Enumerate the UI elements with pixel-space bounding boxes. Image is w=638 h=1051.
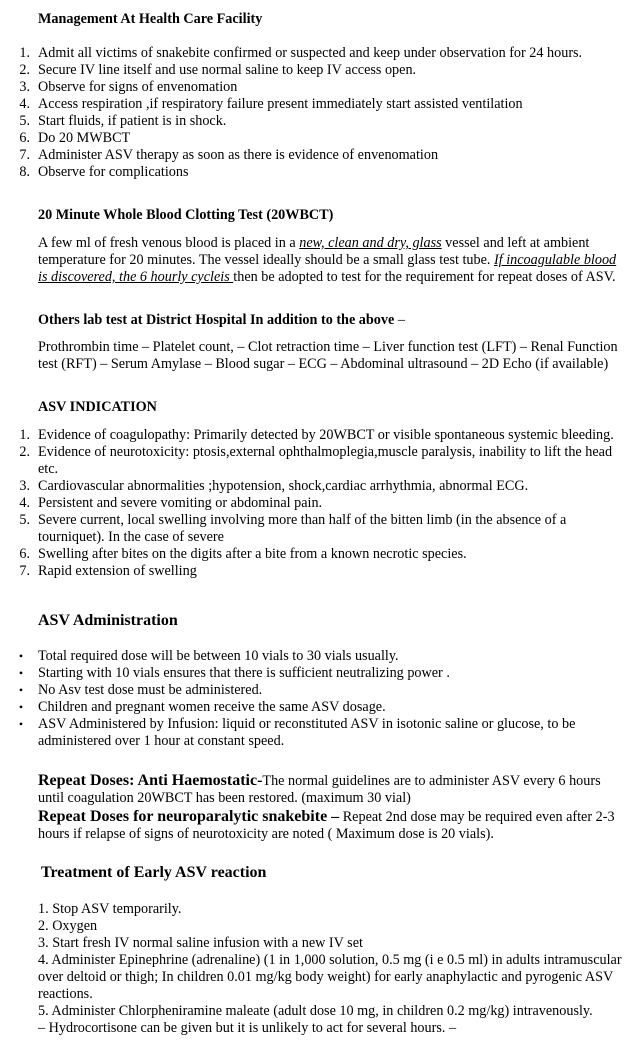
- list-item: 4. Access respiration ,if respiratory failure present immediately start assisted ventilation: [19, 96, 523, 112]
- labs-paragraph: Prothrombin time – Platelet count, – Clot retraction time – Liver function test (LFT) – Renal Function test (RFT) – Serum Amylase – Blood sugar – ECG – Abdominal ultrasound – 2D Echo (if available): [38, 339, 618, 372]
- bullet-icon: •: [18, 666, 24, 680]
- reaction-steps: [38, 901, 622, 1037]
- bullet-icon: •: [18, 700, 24, 714]
- list-item: 7. Administer ASV therapy as soon as there is evidence of envenomation: [19, 147, 439, 163]
- wbct-paragraph: A few ml of fresh venous blood is placed in a new, clean and dry, glass vessel and left at ambient temperature for 20 minutes. The vessel ideally should be a small glass test tube. If incoagulable blood is discovered, the 6 hourly cycleis then be adopted to test for the requirement for repeat doses of ASV.: [38, 235, 617, 285]
- bullet-icon: •: [18, 683, 24, 697]
- list-item: 2. Secure IV line itself and use normal saline to keep IV access open.: [19, 62, 417, 78]
- list-item: 1. Admit all victims of snakebite confirmed or suspected and keep under observation for 24 hours.: [19, 45, 583, 61]
- list-item: 6. Do 20 MWBCT: [19, 130, 131, 146]
- list-item: 8. Observe for complications: [19, 164, 189, 180]
- reaction-step: 1. Stop ASV temporarily.: [38, 901, 182, 917]
- list-item: • No Asv test dose must be administered.: [0, 682, 622, 699]
- list-item: • Starting with 10 vials ensures that there is sufficient neutralizing power .: [0, 665, 622, 682]
- repeat-anti-haemostatic: Repeat Doses: Anti Haemostatic-The normal guidelines are to administer ASV every 6 hours until coagulation 20WBCT has been restored. (maximum 30 vial): [38, 772, 601, 806]
- list-item: 5. Start fluids, if patient is in shock.: [19, 113, 227, 129]
- admin-list: [0, 648, 630, 750]
- indication-heading: ASV INDICATION: [38, 399, 157, 415]
- list-item: 3. Cardiovascular abnormalities ;hypotension, shock,cardiac arrhythmia, abnormal ECG.: [19, 478, 529, 494]
- indication-list: [0, 427, 630, 580]
- list-item: • Children and pregnant women receive the same ASV dosage.: [0, 699, 622, 716]
- list-item: 6. Swelling after bites on the digits after a bite from a known necrotic species.: [19, 546, 467, 562]
- list-item: 3. Observe for signs of envenomation: [19, 79, 238, 95]
- list-item: 5. Severe current, local swelling involving more than half of the bitten limb (in the absence of a tourniquet). In the case of severe: [19, 512, 567, 545]
- list-item: 7. Rapid extension of swelling: [19, 563, 197, 579]
- list-item: 4. Persistent and severe vomiting or abdominal pain.: [19, 495, 323, 511]
- reaction-step: 2. Oxygen: [38, 918, 98, 934]
- reaction-step: 5. Administer Chlorpheniramine maleate (adult dose 10 mg, in children 0.2 mg/kg) intravenously.: [38, 1003, 593, 1019]
- management-heading: Management At Health Care Facility: [38, 11, 263, 27]
- reaction-step: 4. Administer Epinephrine (adrenaline) (1 in 1,000 solution, 0.5 mg (i e 0.5 ml) in adults intramuscular over deltoid or thigh; In children 0.01 mg/kg body weight) for early anaphylactic and pyrogenic ASV reactions.: [38, 952, 622, 1002]
- list-item: 2. Evidence of neurotoxicity: ptosis,external ophthalmoplegia,muscle paralysis, inability to lift the head etc.: [19, 444, 613, 477]
- labs-heading: Others lab test at District Hospital In addition to the above –: [38, 312, 405, 328]
- reaction-step: 3. Start fresh IV normal saline infusion with a new IV set: [38, 935, 363, 951]
- list-item: 1. Evidence of coagulopathy: Primarily detected by 20WBCT or visible spontaneous systemic bleeding.: [19, 427, 614, 443]
- wbct-heading: 20 Minute Whole Blood Clotting Test (20WBCT): [38, 207, 334, 223]
- bullet-icon: •: [18, 717, 24, 731]
- list-item: • ASV Administered by Infusion: liquid or reconstituted ASV in isotonic saline or glucose, to be administered over 1 hour at constant speed.: [0, 716, 622, 750]
- admin-heading: ASV Administration: [38, 612, 178, 629]
- reaction-step: – Hydrocortisone can be given but it is unlikely to act for several hours. –: [38, 1020, 457, 1036]
- reaction-heading: Treatment of Early ASV reaction: [41, 864, 267, 881]
- repeat-neuroparalytic: Repeat Doses for neuroparalytic snakebite – Repeat 2nd dose may be required even after 2-3 hours if relapse of signs of neurotoxicity are noted ( Maximum dose is 20 vials).: [38, 808, 615, 842]
- list-item: • Total required dose will be between 10 vials to 30 vials usually.: [0, 648, 622, 665]
- management-list: [0, 45, 630, 181]
- bullet-icon: •: [18, 649, 24, 663]
